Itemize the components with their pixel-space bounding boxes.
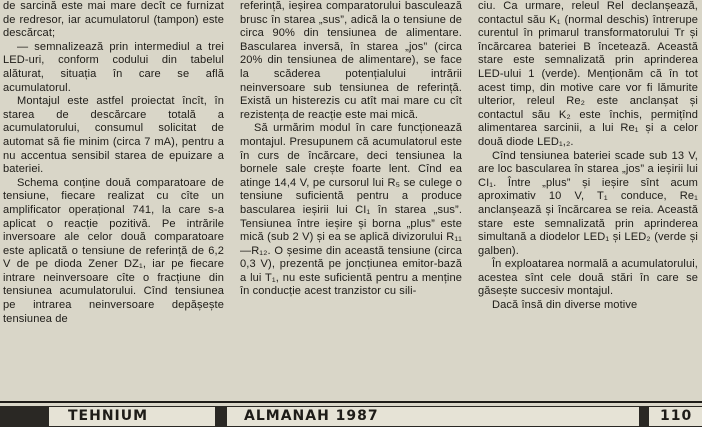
paragraph: Schema conține două comparatoare de tensiune, fiecare realizat cu cîte un amplificator operațional 741, la care s-a aplicat o reacție pozitivă. Pe intrările inversoare ale celor două comparatoare este aplicată o tensiune de referință de 6,2 V de pe dioda Zener DZ₁, iar pe fiecare intrare neinversoare cîte o fracțiune din tensiunea acumulatorului. Cînd tensiunea pe intrarea neinversoare depășește tensiunea de [3, 176, 224, 325]
paragraph: Montajul este astfel proiectat încît, în starea de descărcare totală a acumulatorului, consumul solicitat de automat să fie minim (circa 7 mA), pentru a nu accentua sensibil starea de epuizare a bateriei. [3, 95, 224, 176]
paragraph: În exploatarea normală a acumulatorului, acestea sînt cele două stări în care se găsește succesiv montajul. [478, 258, 698, 298]
paragraph: Dacă însă din diverse motive [492, 299, 638, 312]
page-number: 110 [660, 408, 693, 424]
paragraph: de sarcină este mai mare decît ce furnizat de redresor, iar acumulatorul (tampon) este descărcat; [3, 0, 224, 40]
paragraph: Să urmărim modul în care funcționează montajul. Presupunem că acumulatorul este în curs de încărcare, deci tensiunea la bornele sale crește foarte lent. Cînd ea atinge 14,4 V, pe cursorul lui R₅ se culege o tensiune suficientă pentru a produce bascularea ieșirii lui CI₁ în starea „sus”. Tensiunea între ieșire și borna „plus” este mică (sub 2 V) și ea se aplică divizorului R₁₁—R₁₂. O șesime din această tensiune (circa 0,3 V), prezentă pe joncțiunea emitor-bază a lui T₁, nu este suficientă pentru a menține în conducție acest tranzistor cu sili- [240, 122, 462, 298]
text-column-3 [478, 0, 698, 313]
text-column-1 [3, 0, 224, 326]
paragraph: — semnalizează prin intermediul a trei LED-uri, conform codului din tabelul alăturat, situația în care se află acumulatorul. [3, 40, 224, 94]
text-column-2 [240, 0, 462, 299]
magazine-name: TEHNIUM [68, 408, 149, 424]
page-footer [0, 401, 702, 427]
paragraph: ciu. Ca urmare, releul Rel declanșează, contactul său K₁ (normal deschis) întrerupe curentul în primarul transformatorului Tr și încărcarea bateriei B încetează. Această stare este semnalizată prin aprinderea LED-ului 1 (verde). Menționăm că în tot acest timp, din motive care vor fi lămurite ulterior, releul Re₂ este anclanșat și contactul său K₂ este închis, permițînd alimentarea sarcinii, a lui Re₁ și a celor două diode LED₁,₂. [478, 0, 698, 148]
edition-title: ALMANAH 1987 [244, 408, 379, 424]
footer-rule [0, 401, 702, 403]
paragraph: referință, ieșirea comparatorului basculează brusc în starea „sus”, adică la o tensiune de circa 90% din tensiunea de alimentare. Bascularea inversă, în starea „jos” (circa 20% din tensiunea de alimentare), se face la scăderea potențialului intrării neinversoare sub tensiunea de referință. Există un histerezis cu atît mai mare cu cît rezistența de reacție este mai mică. [240, 0, 462, 121]
paragraph: Cînd tensiunea bateriei scade sub 13 V, are loc bascularea în starea „jos” a ieșirii lui CI₁. Între „plus” și ieșire sînt acum aproximativ 10 V, T₁ conduce, Re₁ anclanșează și încărcarea se reia. Această stare este semnalizată prin aprinderea simultană a diodelor LED₁ și LED₂ (verde și galben). [478, 149, 698, 257]
